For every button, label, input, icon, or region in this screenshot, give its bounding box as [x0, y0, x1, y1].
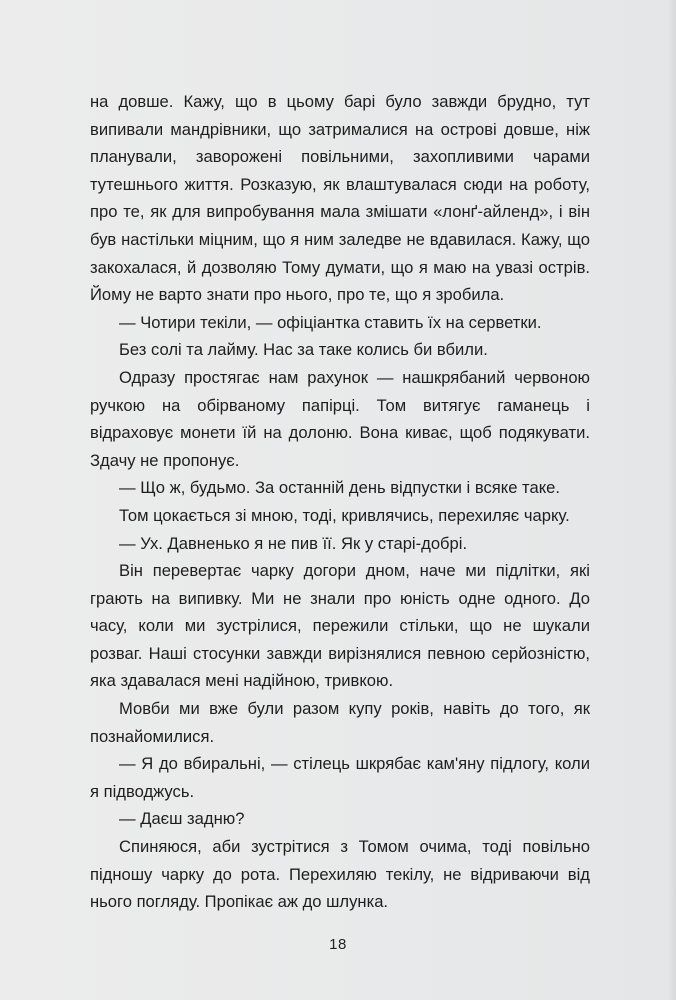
- paragraph: — Чотири текіли, — офіціантка ставить їх на серветки.: [119, 312, 542, 332]
- paragraph: Одразу простягає нам рахунок — нашкрябаний червоною ручкою на обірваному папірці. Том витягує гаманець і відраховує монети їй на долоню. Вона киває, щоб подякувати. Здачу не пропонує.: [90, 367, 590, 470]
- paragraph: — Ух. Давненько я не пив її. Як у старі-добрі.: [119, 533, 468, 553]
- paragraph: Він перевертає чарку догори дном, наче ми підлітки, які грають на випивку. Ми не знали про юність одне одного. До часу, коли ми зустрілися, пережили стільки, що не шукали розваг. Наші стосунки завжди вирізнялися певною серйозністю, яка здавалася мені надійною, тривкою.: [90, 561, 590, 691]
- page-edge-shadow: [668, 0, 676, 1000]
- paragraph: Том цокається зі мною, тоді, кривлячись, перехиляє чарку.: [119, 505, 570, 525]
- paragraph: Спиняюся, аби зустрітися з Томом очима, тоді повільно підношу чарку до рота. Перехиляю текілу, не відриваючи від нього погляду. Пропікає аж до шлунка.: [90, 837, 590, 912]
- paragraph: на довше. Кажу, що в цьому барі було завжди брудно, тут випивали мандрівники, що затрималися на острові довше, ніж планували, заворожені повільними, захопливими чарами тутешнього життя. Розказую, як влаштувалася сюди на роботу, про те, як для випробування мала змішати «лонґ-айленд», і він був настільки міцним, що я ним заледве не вдавилася. Кажу, що закохалася, й дозволяю Тому думати, що я маю на увазі острів. Йому не варто знати про нього, про те, що я зробила.: [90, 92, 590, 305]
- paragraph: — Даєш задню?: [119, 809, 245, 829]
- paragraph: Мовби ми вже були разом купу років, навіть до того, як познайомилися.: [90, 699, 590, 746]
- paragraph: — Я до вбиральні, — стілець шкрябає кам'яну підлогу, коли я підводжусь.: [90, 754, 590, 801]
- paragraph: Без солі та лайму. Нас за таке колись би вбили.: [119, 340, 488, 360]
- paragraph: — Що ж, будьмо. За останній день відпустки і всяке таке.: [119, 478, 560, 498]
- page-body-text: [90, 88, 590, 916]
- page-number: 18: [329, 936, 347, 953]
